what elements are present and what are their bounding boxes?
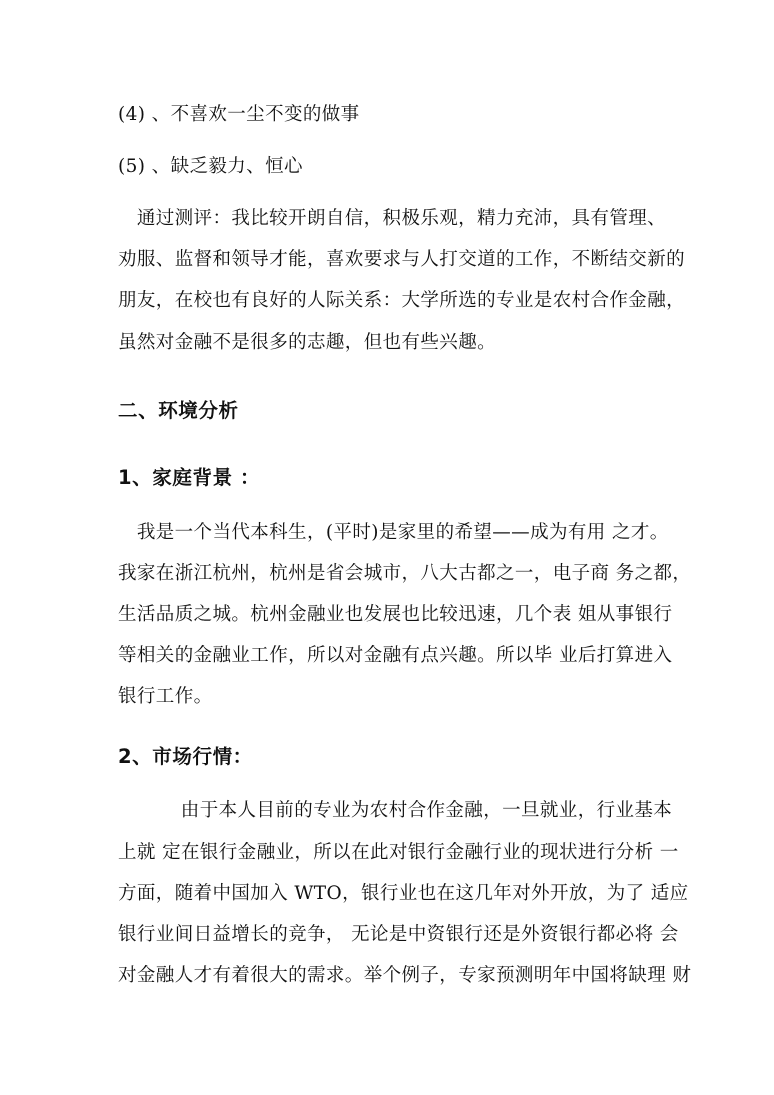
paragraph-line: 银行工作。 xyxy=(118,686,213,707)
list-item-5: (5) 、缺乏毅力、恒心 xyxy=(118,156,303,177)
paragraph-line: 朋友，在校也有良好的人际关系：大学所选的专业是农村合作金融， xyxy=(118,290,686,311)
paragraph-line: 生活品质之城。杭州金融业也发展也比较迅速，几个表 姐从事银行 xyxy=(118,604,673,625)
paragraph-line: 方面，随着中国加入 WTO，银行业也在这几年对外开放，为了 适应 xyxy=(118,883,689,904)
paragraph-line: 通过测评：我比较开朗自信，积极乐观，精力充沛，具有管理、 xyxy=(118,208,667,229)
paragraph-line: 劝服、监督和领导才能，喜欢要求与人打交道的工作，不断结交新的 xyxy=(118,249,686,270)
paragraph-line: 我家在浙江杭州，杭州是省会城市，八大古都之一，电子商 务之都， xyxy=(118,563,692,584)
paragraph-line: 我是一个当代本科生，(平时)是家里的希望——成为有用 之才。 xyxy=(118,522,669,543)
subsection-heading-family-background: 1、家庭背景 ： xyxy=(118,466,261,489)
subsection-heading-market-conditions: 2、市场行情： xyxy=(118,745,253,768)
paragraph-line: 等相关的金融业工作，所以对金融有点兴趣。所以毕 业后打算进入 xyxy=(118,645,673,666)
list-item-4: (4) 、不喜欢一尘不变的做事 xyxy=(118,104,360,125)
paragraph-line: 由于本人目前的专业为农村合作金融，一旦就业，行业基本 xyxy=(118,800,673,821)
paragraph-line: 银行业间日益增长的竞争， 无论是中资银行还是外资银行都必将 会 xyxy=(118,924,679,945)
section-heading-environment-analysis: 二、环境分析 xyxy=(118,399,239,422)
paragraph-line: 对金融人才有着很大的需求。举个例子，专家预测明年中国将缺理 财 xyxy=(118,965,692,986)
paragraph-line: 虽然对金融不是很多的志趣，但也有些兴趣。 xyxy=(118,332,497,353)
paragraph-line: 上就 定在银行金融业，所以在此对银行金融行业的现状进行分析 一 xyxy=(118,842,679,863)
